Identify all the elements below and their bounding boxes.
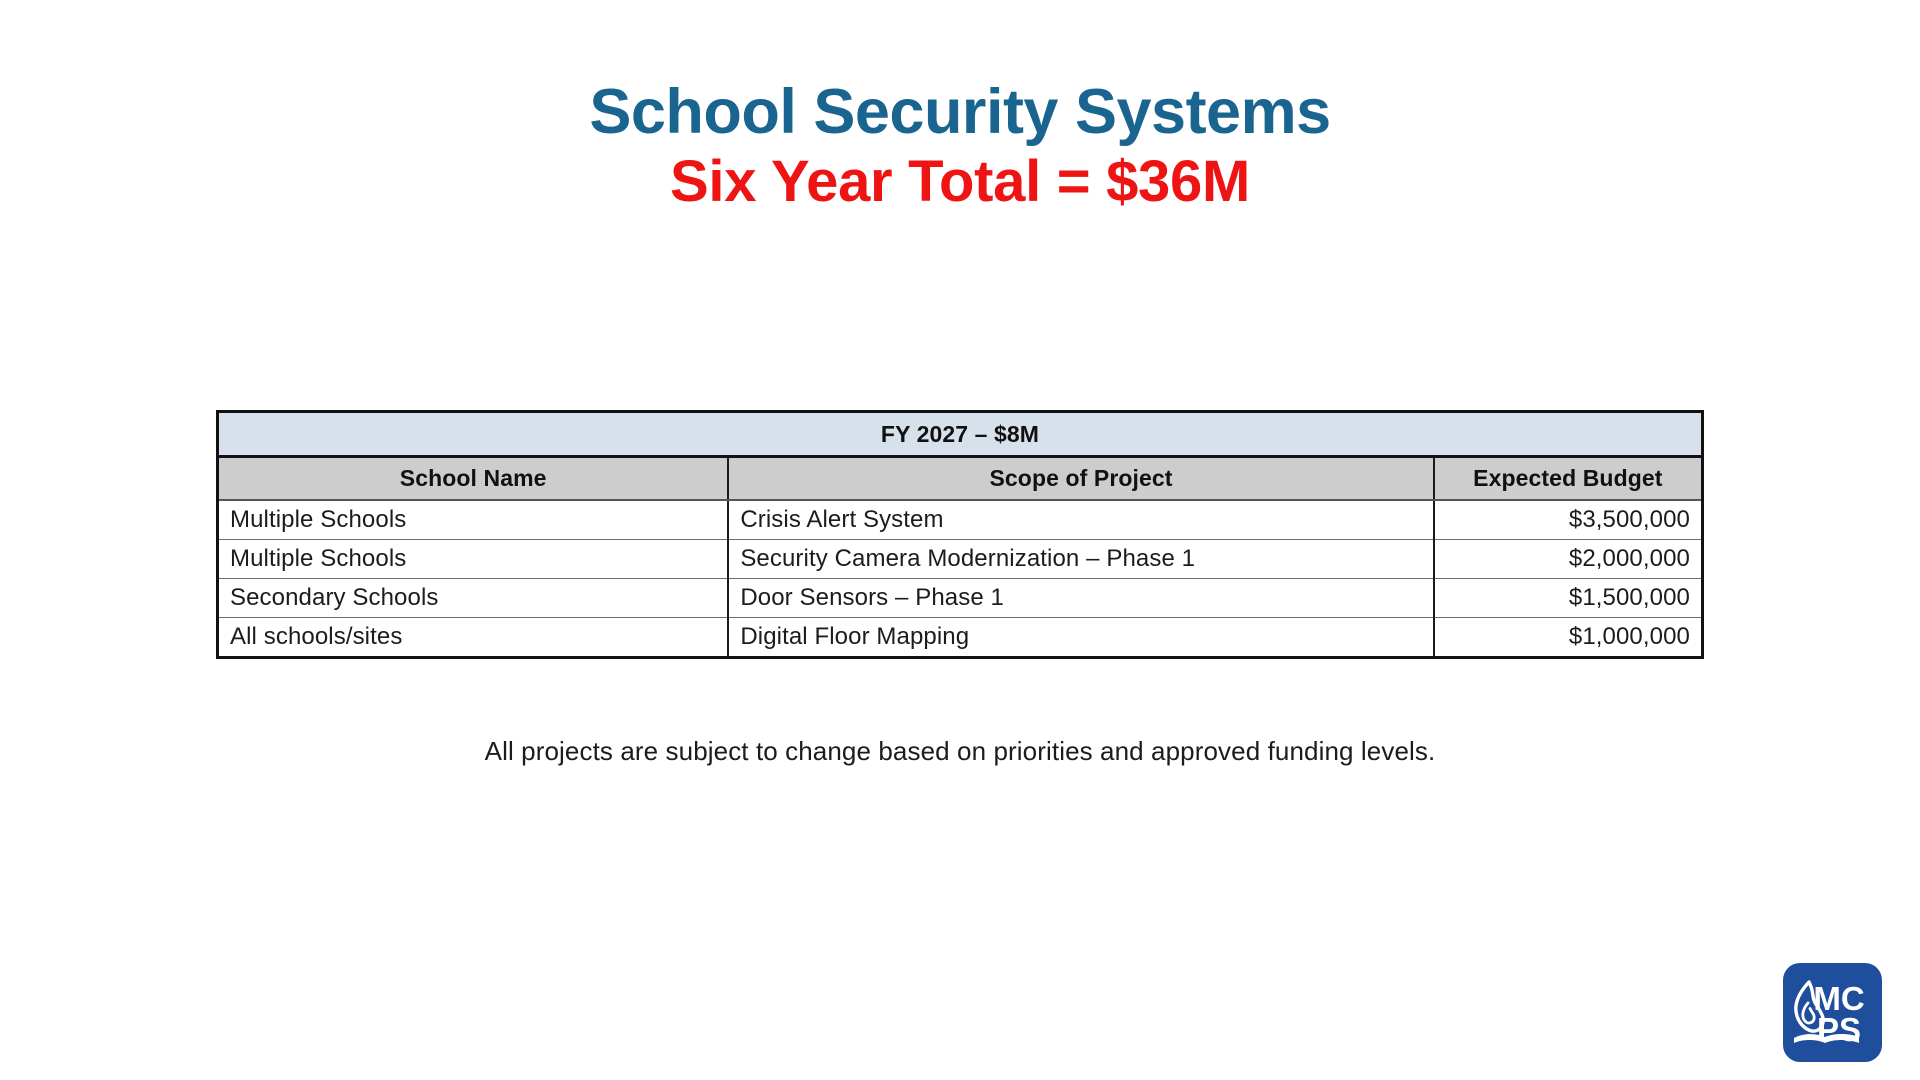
page-title: School Security Systems [589,77,1331,147]
table-row [218,579,1703,618]
cell-expected-budget [1434,540,1703,579]
page-subtitle: Six Year Total = $36M [670,149,1250,215]
cell-school-name-text: Secondary Schools [230,584,439,611]
cell-scope-of-project [728,540,1433,579]
cell-scope-of-project [728,500,1433,540]
cell-scope-of-project [728,618,1433,658]
logo-text-line-2: PS [1816,1011,1862,1048]
cell-expected-budget [1434,579,1703,618]
table-row [218,618,1703,658]
cell-school-name-text: Multiple Schools [230,506,407,533]
fiscal-year-banner-cell [218,412,1703,457]
table-row [218,540,1703,579]
logo-text-line-1: MC [1813,980,1865,1017]
mcps-logo [1783,963,1882,1062]
column-header-expected-budget-label: Expected Budget [1473,465,1663,491]
cell-school-name [218,540,729,579]
disclaimer-footnote: All projects are subject to change based on priorities and approved funding levels. [484,736,1436,766]
cell-expected-budget-text: $2,000,000 [1568,545,1690,572]
slide-title-block [0,78,1920,215]
cell-school-name [218,500,729,540]
budget-table-container [216,410,1704,659]
table-header-row [218,457,1703,501]
table-row [218,500,1703,540]
column-header-scope-of-project [728,457,1433,501]
cell-school-name [218,579,729,618]
column-header-expected-budget [1434,457,1703,501]
cell-scope-of-project-text: Security Camera Modernization – Phase 1 [740,545,1196,572]
cell-expected-budget [1434,500,1703,540]
column-header-school-name-label: School Name [399,465,547,491]
cell-expected-budget-text: $3,500,000 [1568,506,1690,533]
cell-school-name-text: All schools/sites [230,623,403,650]
cell-scope-of-project [728,579,1433,618]
cell-school-name [218,618,729,658]
table-banner-row [218,412,1703,457]
cell-scope-of-project-text: Crisis Alert System [740,506,944,533]
cell-scope-of-project-text: Digital Floor Mapping [740,623,970,650]
cell-scope-of-project-text: Door Sensors – Phase 1 [740,584,1005,611]
cell-expected-budget-text: $1,000,000 [1568,623,1690,650]
cell-expected-budget [1434,618,1703,658]
budget-table [216,410,1704,659]
fiscal-year-banner-label: FY 2027 – $8M [880,420,1040,447]
column-header-school-name [218,457,729,501]
mcps-logo-svg [1783,963,1882,1062]
cell-school-name-text: Multiple Schools [230,545,407,572]
column-header-scope-of-project-label: Scope of Project [989,465,1173,491]
cell-expected-budget-text: $1,500,000 [1568,584,1690,611]
